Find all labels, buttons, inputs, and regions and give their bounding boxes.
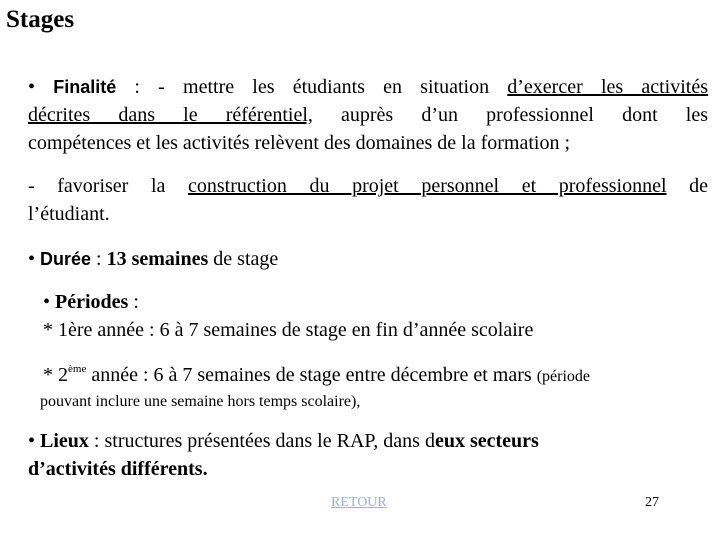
- finalite-line-3: compétences et les activités relèvent des domaines de la formation ;: [28, 132, 571, 154]
- finalite-underlined-text-2: décrites dans le référentiel,: [28, 104, 313, 126]
- duree-text: de stage: [208, 248, 279, 270]
- retour-link[interactable]: RETOUR: [331, 495, 387, 510]
- favoriser-text-end: de: [666, 175, 708, 197]
- periode-2-small: (période: [536, 368, 590, 385]
- periode-2-prefix: * 2: [43, 364, 68, 386]
- duree-value: 13 semaines: [106, 248, 209, 270]
- lieux-line-2: d’activités différents.: [28, 458, 208, 480]
- finalite-line-1: [28, 73, 708, 101]
- bullet: •: [28, 76, 36, 98]
- lieux-bold-text: eux secteurs: [434, 430, 539, 452]
- favoriser-text: - favoriser la: [28, 175, 188, 197]
- lieux-paragraph: [28, 427, 539, 483]
- periodes-label: Périodes: [55, 291, 129, 313]
- bullet: •: [28, 430, 36, 452]
- lieux-text: : structures présentées dans le RAP, dans d: [88, 430, 435, 452]
- lieux-label: Lieux: [40, 430, 89, 452]
- bullet: •: [28, 248, 36, 270]
- periode-2: [43, 361, 590, 391]
- finalite-underlined-text: d’exercer les activités: [507, 76, 708, 98]
- lieux-line-1: [28, 427, 539, 455]
- favoriser-paragraph: [28, 172, 708, 228]
- periode-2-line-2: pouvant inclure une semaine hors temps scolaire),: [40, 393, 361, 410]
- periode-2-text: année : 6 à 7 semaines de stage entre décembre et mars: [86, 364, 537, 386]
- page-number: 27: [645, 495, 659, 510]
- slide-title: Stages: [6, 6, 75, 33]
- finalite-line-2: [28, 101, 708, 129]
- finalite-text-2: auprès d’un professionnel dont les: [312, 104, 708, 126]
- periodes-paragraph: [43, 288, 533, 344]
- favoriser-line-1: [28, 172, 708, 200]
- duree-label: Durée: [40, 249, 92, 269]
- bullet: •: [43, 291, 51, 313]
- duree-sep: :: [91, 248, 107, 270]
- finalite-paragraph: [28, 73, 708, 157]
- periodes-sep: :: [128, 291, 139, 313]
- favoriser-line-2: l’étudiant.: [28, 203, 110, 225]
- duree-paragraph: [28, 245, 278, 273]
- periode-2-sup: ème: [68, 363, 87, 375]
- favoriser-underlined-text: construction du projet personnel et professionnel: [188, 175, 667, 197]
- finalite-label: Finalité: [53, 77, 117, 97]
- periodes-heading: [43, 288, 533, 316]
- finalite-text: : - mettre les étudiants en situation: [116, 76, 508, 98]
- periode-1: * 1ère année : 6 à 7 semaines de stage en fin d’année scolaire: [43, 319, 534, 341]
